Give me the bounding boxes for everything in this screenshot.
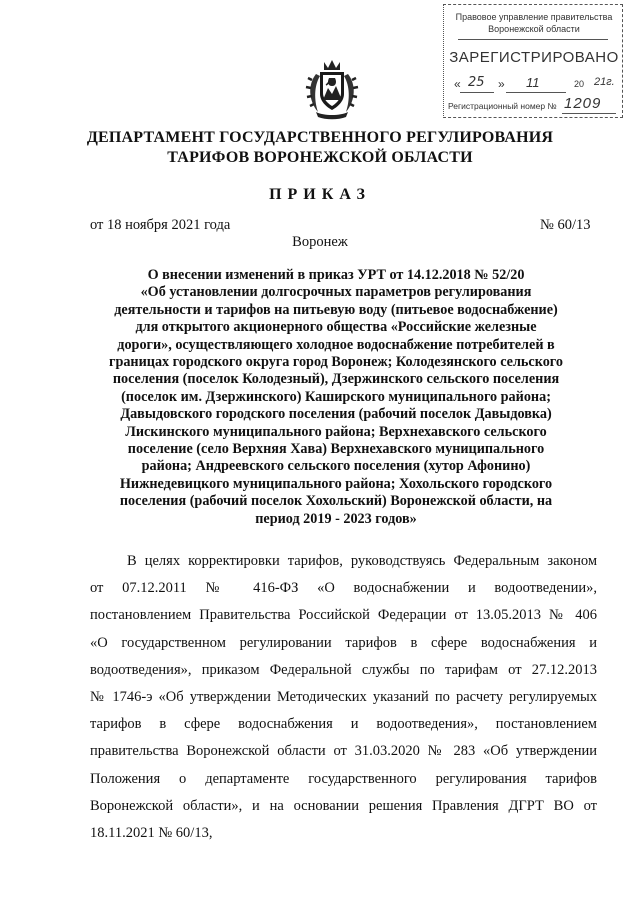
body-line: постановлением Правительства Российской Федерации от 13.05.2013 № 406 (90, 607, 597, 624)
subject-line: Лискинского муниципального района; Верхнехавского сельского (125, 423, 547, 440)
subject-line: дороги», осуществляющего холодное водоснабжение потребителей в (117, 336, 555, 353)
body-line: водоотведения», приказом Федеральной службы по тарифам от 27.12.2013 (90, 661, 597, 678)
document-type: ПРИКАЗ (269, 186, 371, 203)
body-line: 18.11.2021 № 60/13, (90, 825, 213, 842)
subject-line: период 2019 - 2023 годов» (255, 510, 417, 527)
stamp-date (454, 77, 618, 93)
stamp-org-line-2: Воронежской области (488, 24, 580, 34)
subject-line: поселения (поселок Колодезный), Дзержинского сельского поселения (112, 371, 560, 388)
document-number: № 60/13 (540, 217, 591, 233)
stamp-quote-close: » (498, 77, 505, 91)
body-line: В целях корректировки тарифов, руководствуясь Федеральным законом (127, 553, 597, 569)
department-name (60, 128, 580, 168)
stamp-day: 25 (468, 75, 485, 90)
subject-line: района; Андреевского сельского поселения (хутор Афонино) (141, 458, 531, 475)
subject-line: границах городского округа город Воронеж; Колодезянского сельского (109, 354, 563, 371)
document-city: Воронеж (292, 234, 348, 250)
department-name-line-2: ТАРИФОВ ВОРОНЕЖСКОЙ ОБЛАСТИ (167, 149, 473, 166)
subject-line: Давыдовского городского поселения (рабочий поселок Давыдовка) (120, 406, 552, 423)
stamp-organization (450, 11, 618, 35)
subject-line: (поселок им. Дзержинского) Каширского муниципального района; (121, 388, 551, 405)
stamp-number-label: Регистрационный номер № (448, 101, 557, 111)
document-subject (86, 267, 586, 528)
body-line: правительства Воронежской области от 31.03.2020 № 283 «Об утверждении (90, 743, 597, 760)
registration-stamp (443, 4, 623, 118)
document-date: от 18 ноября 2021 года (90, 217, 231, 233)
department-name-line-1: ДЕПАРТАМЕНТ ГОСУДАРСТВЕННОГО РЕГУЛИРОВАНИЯ (86, 129, 554, 146)
stamp-registered-label: ЗАРЕГИСТРИРОВАНО (449, 49, 619, 66)
body-line: № 1746-э «Об утверждении Методических указаний по расчету регулируемых (90, 689, 597, 706)
body-line: от 07.12.2011 № 416-ФЗ «О водоснабжении и водоотведении», (90, 580, 597, 597)
stamp-year-prefix: 20 (574, 79, 585, 89)
coat-of-arms-icon (304, 56, 360, 120)
subject-line: поселение (село Верхняя Хава) Верхнехавского муниципального (127, 441, 545, 458)
stamp-number-underline (562, 113, 616, 114)
stamp-month: 11 (526, 75, 540, 90)
stamp-org-line-1: Правовое управление правительства (455, 12, 613, 22)
body-line: Воронежской области», и на основании решения Правления ДГРТ ВО от (90, 797, 597, 814)
stamp-number: 1209 (564, 95, 602, 112)
subject-line: О внесении изменений в приказ УРТ от 14.12.2018 № 52/20 (147, 267, 525, 283)
subject-line: Нижнедевицкого муниципального района; Хохольского городского (119, 475, 553, 492)
subject-line: деятельности и тарифов на питьевую воду (питьевое водоснабжение) (114, 301, 558, 318)
stamp-divider (458, 39, 608, 40)
subject-line: поселения (рабочий поселок Хохольский) Воронежской области, на (119, 493, 553, 510)
subject-line: «Об установлении долгосрочных параметров регулирования (140, 284, 532, 301)
body-line: Положения о департаменте государственного регулирования тарифов (90, 770, 597, 787)
stamp-day-underline (460, 92, 494, 93)
body-line: тарифов в сфере водоснабжения и водоотведения», постановлением (90, 716, 597, 733)
document-body (90, 548, 597, 847)
subject-line: для открытого акционерного общества «Российские железные (135, 319, 537, 336)
body-line: «О государственном регулировании тарифов в сфере водоснабжения и (90, 634, 597, 651)
stamp-month-underline (506, 92, 566, 93)
stamp-year-suffix: 21г. (594, 76, 615, 88)
stamp-quote-open: « (454, 77, 461, 91)
